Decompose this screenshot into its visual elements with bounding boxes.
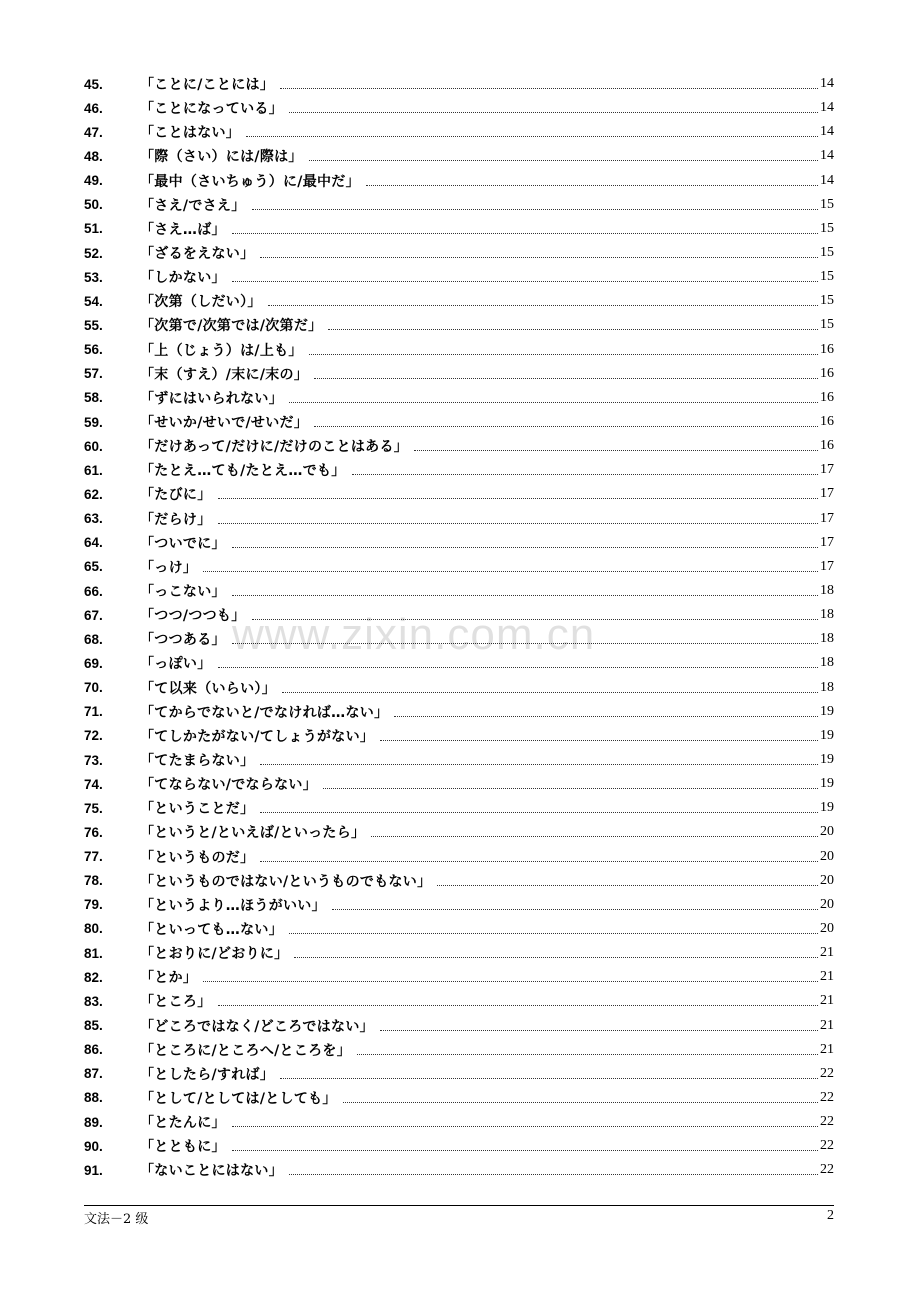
footer-title: 文法－2 级 <box>84 1212 149 1227</box>
toc-entry-page: 19 <box>820 703 834 719</box>
toc-entry-page: 18 <box>820 607 834 623</box>
toc-entry-page: 16 <box>820 341 834 357</box>
toc-entry[interactable] <box>84 555 834 579</box>
toc-entry-number: 65. <box>84 559 103 575</box>
toc-entry[interactable] <box>84 313 834 337</box>
toc-entry-title: 「たとえ…ても/たとえ…でも」 <box>140 463 346 480</box>
footer-page-number: 2 <box>827 1208 834 1223</box>
toc-entry-page: 15 <box>820 317 834 333</box>
toc-entry-title: 「上（じょう）は/上も」 <box>140 342 303 359</box>
toc-entry-page: 15 <box>820 293 834 309</box>
toc-dot-leader <box>246 136 818 137</box>
toc-entry-number: 70. <box>84 680 103 696</box>
toc-entry-page: 20 <box>820 920 834 936</box>
toc-entry-page: 17 <box>820 534 834 550</box>
toc-entry[interactable] <box>84 241 834 265</box>
toc-entry[interactable] <box>84 989 834 1013</box>
toc-entry-title: 「といっても…ない」 <box>140 921 283 938</box>
toc-dot-leader <box>328 329 818 330</box>
toc-entry-number: 90. <box>84 1138 103 1154</box>
toc-entry[interactable] <box>84 362 834 386</box>
toc-entry-number: 73. <box>84 752 103 768</box>
toc-entry-number: 59. <box>84 414 103 430</box>
toc-entry[interactable] <box>84 893 834 917</box>
toc-dot-leader <box>314 378 818 379</box>
toc-entry-title: 「末（すえ）/末に/末の」 <box>140 366 309 383</box>
toc-entry[interactable] <box>84 772 834 796</box>
toc-entry-title: 「どころではなく/どころではない」 <box>140 1018 374 1035</box>
toc-entry[interactable] <box>84 724 834 748</box>
toc-entry-number: 46. <box>84 100 103 116</box>
toc-entry-number: 57. <box>84 366 103 382</box>
toc-dot-leader <box>289 933 818 934</box>
toc-entry[interactable] <box>84 748 834 772</box>
toc-dot-leader <box>294 957 818 958</box>
toc-entry-title: 「たびに」 <box>140 487 212 504</box>
toc-entry[interactable] <box>84 434 834 458</box>
toc-entry-number: 81. <box>84 945 103 961</box>
toc-entry-page: 18 <box>820 679 834 695</box>
toc-entry-title: 「て以来（いらい）」 <box>140 680 276 697</box>
toc-entry-number: 66. <box>84 583 103 599</box>
toc-entry[interactable] <box>84 1110 834 1134</box>
toc-dot-leader <box>260 764 818 765</box>
toc-dot-leader <box>203 571 818 572</box>
toc-entry-number: 67. <box>84 607 103 623</box>
toc-entry-title: 「次第で/次第では/次第だ」 <box>140 318 323 335</box>
toc-entry[interactable] <box>84 96 834 120</box>
toc-entry-title: 「つつ/つつも」 <box>140 608 246 625</box>
toc-dot-leader <box>343 1102 818 1103</box>
toc-entry-title: 「てからでないと/でなければ…ない」 <box>140 704 389 721</box>
toc-entry-page: 17 <box>820 486 834 502</box>
toc-entry-title: 「さえ…ば」 <box>140 221 226 238</box>
toc-dot-leader <box>260 257 818 258</box>
toc-entry[interactable] <box>84 1158 834 1182</box>
toc-entry-title: 「てたまらない」 <box>140 753 255 769</box>
toc-entry-number: 60. <box>84 438 103 454</box>
toc-entry[interactable] <box>84 965 834 989</box>
toc-entry[interactable] <box>84 917 834 941</box>
toc-entry-number: 75. <box>84 800 103 816</box>
toc-entry[interactable] <box>84 169 834 193</box>
toc-dot-leader <box>232 595 818 596</box>
toc-entry-title: 「ずにはいられない」 <box>140 390 283 407</box>
toc-entry-number: 48. <box>84 148 103 164</box>
toc-entry[interactable] <box>84 507 834 531</box>
toc-entry-title: 「だらけ」 <box>140 511 212 528</box>
toc-entry-number: 88. <box>84 1090 103 1106</box>
toc-entry-page: 14 <box>820 148 834 164</box>
toc-entry-title: 「せいか/せいで/せいだ」 <box>140 415 309 432</box>
toc-dot-leader <box>218 667 819 668</box>
toc-entry-page: 14 <box>820 124 834 140</box>
toc-entry-number: 45. <box>84 76 103 92</box>
toc-entry[interactable] <box>84 651 834 675</box>
toc-dot-leader <box>280 1078 818 1079</box>
toc-dot-leader <box>252 619 818 620</box>
toc-entry-page: 18 <box>820 655 834 671</box>
toc-entry-title: 「てしかたがない/てしょうがない」 <box>140 728 375 745</box>
toc-entry[interactable] <box>84 869 834 893</box>
toc-dot-leader <box>252 209 818 210</box>
toc-entry[interactable] <box>84 144 834 168</box>
toc-entry-number: 64. <box>84 535 103 551</box>
toc-entry[interactable] <box>84 820 834 844</box>
toc-entry-title: 「っけ」 <box>140 559 198 576</box>
toc-entry[interactable] <box>84 458 834 482</box>
toc-dot-leader <box>232 547 818 548</box>
toc-entry-number: 52. <box>84 245 103 261</box>
toc-entry-page: 19 <box>820 776 834 792</box>
toc-dot-leader <box>260 812 818 813</box>
toc-entry[interactable] <box>84 120 834 144</box>
toc-dot-leader <box>282 692 818 693</box>
footer-divider <box>84 1205 834 1206</box>
toc-dot-leader <box>232 233 818 234</box>
toc-entry-number: 61. <box>84 462 103 478</box>
toc-entry-page: 15 <box>820 269 834 285</box>
toc-dot-leader <box>218 498 819 499</box>
toc-entry-number: 74. <box>84 776 103 792</box>
toc-dot-leader <box>314 426 818 427</box>
toc-entry-number: 56. <box>84 342 103 358</box>
toc-entry-title: 「際（さい）には/際は」 <box>140 149 303 166</box>
toc-entry[interactable] <box>84 700 834 724</box>
toc-dot-leader <box>437 885 818 886</box>
toc-entry-title: 「というものだ」 <box>140 849 255 866</box>
toc-entry-title: 「というものではない/というものでもない」 <box>140 873 432 890</box>
toc-entry-number: 55. <box>84 317 103 333</box>
toc-entry-number: 82. <box>84 969 103 985</box>
table-of-contents <box>84 72 834 1182</box>
toc-entry-page: 21 <box>820 993 834 1009</box>
toc-entry-number: 77. <box>84 849 103 865</box>
toc-entry-number: 49. <box>84 173 103 189</box>
toc-dot-leader <box>232 1126 818 1127</box>
toc-entry-page: 19 <box>820 727 834 743</box>
toc-entry-page: 22 <box>820 1114 834 1130</box>
toc-entry-page: 20 <box>820 872 834 888</box>
toc-entry[interactable] <box>84 796 834 820</box>
toc-entry-page: 16 <box>820 389 834 405</box>
toc-entry[interactable] <box>84 265 834 289</box>
toc-dot-leader <box>218 1005 819 1006</box>
toc-entry-number: 86. <box>84 1042 103 1058</box>
toc-entry-page: 15 <box>820 220 834 236</box>
toc-dot-leader <box>268 305 818 306</box>
toc-entry[interactable] <box>84 1062 834 1086</box>
toc-entry[interactable] <box>84 289 834 313</box>
toc-entry-page: 18 <box>820 583 834 599</box>
toc-entry-number: 54. <box>84 293 103 309</box>
toc-entry[interactable] <box>84 579 834 603</box>
toc-entry-title: 「さえ/でさえ」 <box>140 197 246 214</box>
toc-dot-leader <box>289 402 818 403</box>
toc-dot-leader <box>323 788 818 789</box>
toc-entry-page: 15 <box>820 196 834 212</box>
toc-dot-leader <box>309 160 818 161</box>
toc-entry-title: 「次第（しだい）」 <box>140 294 262 311</box>
toc-entry-title: 「とか」 <box>140 970 198 987</box>
toc-dot-leader <box>414 450 818 451</box>
toc-entry-page: 20 <box>820 896 834 912</box>
toc-entry-number: 85. <box>84 1018 103 1034</box>
toc-entry-page: 14 <box>820 172 834 188</box>
toc-dot-leader <box>232 643 818 644</box>
toc-entry-number: 62. <box>84 486 103 502</box>
toc-entry-page: 22 <box>820 1138 834 1154</box>
toc-entry[interactable] <box>84 410 834 434</box>
toc-dot-leader <box>357 1054 818 1055</box>
toc-entry-page: 22 <box>820 1065 834 1081</box>
toc-entry-title: 「ことに/ことには」 <box>140 77 275 94</box>
toc-entry[interactable] <box>84 1038 834 1062</box>
toc-entry-title: 「ことになっている」 <box>140 101 283 118</box>
toc-entry[interactable] <box>84 531 834 555</box>
toc-dot-leader <box>218 523 819 524</box>
toc-entry-page: 18 <box>820 631 834 647</box>
toc-entry-title: 「ということだ」 <box>140 801 255 818</box>
toc-entry[interactable] <box>84 627 834 651</box>
toc-entry-page: 19 <box>820 800 834 816</box>
toc-entry-number: 53. <box>84 269 103 285</box>
toc-entry-number: 80. <box>84 921 103 937</box>
toc-dot-leader <box>394 716 818 717</box>
toc-entry-title: 「ところ」 <box>140 994 212 1011</box>
toc-entry[interactable] <box>84 1013 834 1037</box>
toc-entry-number: 71. <box>84 704 103 720</box>
toc-entry-title: 「っこない」 <box>140 584 226 601</box>
toc-entry-page: 17 <box>820 558 834 574</box>
toc-dot-leader <box>371 836 818 837</box>
toc-entry[interactable] <box>84 845 834 869</box>
toc-entry-page: 22 <box>820 1162 834 1178</box>
toc-dot-leader <box>332 909 818 910</box>
toc-entry[interactable] <box>84 217 834 241</box>
toc-dot-leader <box>232 1150 818 1151</box>
toc-entry-page: 21 <box>820 1017 834 1033</box>
toc-entry-title: 「ところに/ところへ/ところを」 <box>140 1042 352 1059</box>
toc-entry-number: 87. <box>84 1066 103 1082</box>
toc-entry-title: 「として/としては/としても」 <box>140 1090 337 1107</box>
toc-entry-page: 16 <box>820 438 834 454</box>
toc-dot-leader <box>232 281 818 282</box>
toc-entry-title: 「とおりに/どおりに」 <box>140 946 289 963</box>
toc-entry-page: 21 <box>820 1041 834 1057</box>
toc-dot-leader <box>366 185 818 186</box>
toc-entry-title: 「とたんに」 <box>140 1115 226 1132</box>
toc-entry-title: 「というと/といえば/といったら」 <box>140 825 366 842</box>
toc-entry[interactable] <box>84 193 834 217</box>
toc-entry-page: 16 <box>820 414 834 430</box>
toc-entry-number: 68. <box>84 631 103 647</box>
toc-entry[interactable] <box>84 1086 834 1110</box>
toc-entry-page: 19 <box>820 752 834 767</box>
watermark: www.zixin.com.cn <box>232 610 596 659</box>
toc-entry-page: 14 <box>820 100 834 116</box>
toc-dot-leader <box>280 88 818 89</box>
toc-dot-leader <box>260 861 818 862</box>
toc-entry-title: 「というより…ほうがいい」 <box>140 897 326 914</box>
toc-entry-number: 69. <box>84 655 103 671</box>
toc-entry[interactable] <box>84 1134 834 1158</box>
toc-entry[interactable] <box>84 338 834 362</box>
toc-entry-number: 51. <box>84 221 103 237</box>
toc-entry-title: 「てならない/でならない」 <box>140 777 318 794</box>
toc-entry-page: 21 <box>820 945 834 961</box>
toc-entry-number: 72. <box>84 728 103 744</box>
toc-entry-page: 22 <box>820 1089 834 1105</box>
toc-entry-number: 89. <box>84 1114 103 1130</box>
toc-entry-title: 「としたら/すれば」 <box>140 1066 275 1083</box>
toc-entry[interactable] <box>84 482 834 506</box>
toc-entry[interactable] <box>84 676 834 700</box>
toc-entry-page: 20 <box>820 848 834 864</box>
toc-entry-page: 16 <box>820 365 834 381</box>
toc-dot-leader <box>380 740 818 741</box>
toc-entry-page: 17 <box>820 510 834 526</box>
toc-entry-title: 「っぽい」 <box>140 656 212 673</box>
toc-entry-title: 「とともに」 <box>140 1139 226 1156</box>
toc-entry-title: 「しかない」 <box>140 270 226 287</box>
toc-dot-leader <box>203 981 818 982</box>
toc-dot-leader <box>289 112 818 113</box>
toc-entry[interactable] <box>84 386 834 410</box>
toc-entry-title: 「ざるをえない」 <box>140 246 255 263</box>
toc-dot-leader <box>289 1174 818 1175</box>
toc-entry-page: 14 <box>820 76 834 92</box>
toc-entry-number: 83. <box>84 993 103 1009</box>
toc-entry-number: 50. <box>84 197 103 213</box>
toc-entry-number: 47. <box>84 124 103 140</box>
toc-entry-title: 「だけあって/だけに/だけのことはある」 <box>140 439 409 456</box>
toc-entry-number: 91. <box>84 1162 103 1178</box>
toc-entry[interactable] <box>84 72 834 96</box>
toc-entry-page: 20 <box>820 824 834 840</box>
toc-entry-number: 58. <box>84 390 103 406</box>
toc-entry-number: 63. <box>84 511 103 527</box>
toc-entry-page: 21 <box>820 969 834 985</box>
toc-entry-number: 78. <box>84 873 103 889</box>
toc-entry-title: 「ことはない」 <box>140 125 241 142</box>
toc-entry-title: 「最中（さいちゅう）に/最中だ」 <box>140 173 360 190</box>
toc-entry-number: 76. <box>84 824 103 840</box>
toc-entry-title: 「つつある」 <box>140 632 226 649</box>
toc-entry-number: 79. <box>84 897 103 913</box>
toc-entry-page: 17 <box>820 462 834 478</box>
toc-entry-title: 「ないことにはない」 <box>140 1163 283 1180</box>
toc-entry-page: 15 <box>820 245 834 261</box>
toc-dot-leader <box>309 354 818 355</box>
toc-dot-leader <box>352 474 818 475</box>
toc-dot-leader <box>380 1030 818 1031</box>
toc-entry[interactable] <box>84 603 834 627</box>
toc-entry[interactable] <box>84 941 834 965</box>
toc-entry-title: 「ついでに」 <box>140 535 226 552</box>
